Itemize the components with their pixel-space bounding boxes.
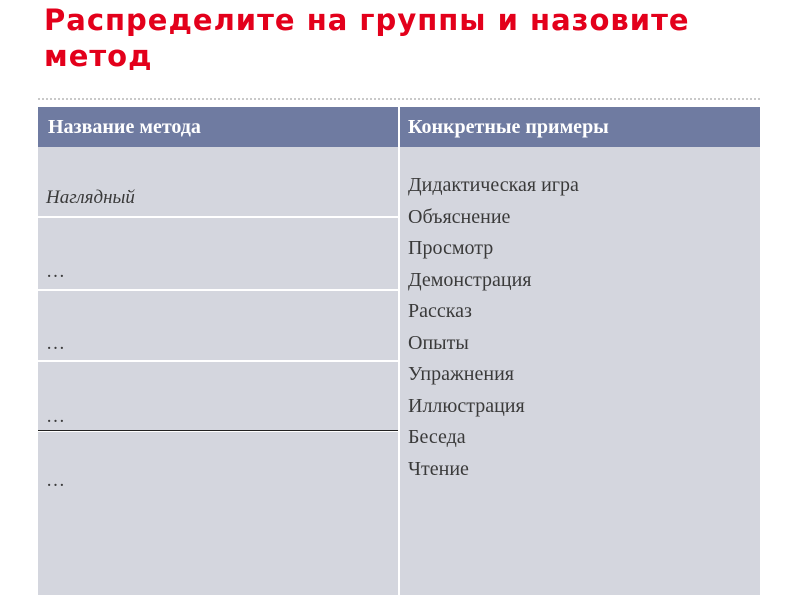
- example-item: Объяснение: [408, 205, 511, 228]
- slide-title: Распределите на группы и назовите метод: [44, 3, 690, 73]
- example-item: Упражнения: [408, 363, 514, 385]
- method-name: Наглядный: [46, 187, 135, 208]
- method-cell: [38, 432, 398, 595]
- examples-list: [408, 170, 579, 485]
- title-divider: [38, 98, 760, 100]
- method-cell: [38, 291, 398, 360]
- example-item: Демонстрация: [408, 268, 532, 291]
- method-name: …: [46, 261, 65, 282]
- column-header-examples: Конкретные примеры: [400, 107, 760, 147]
- methods-table: [38, 107, 760, 595]
- example-item: Просмотр: [408, 237, 494, 259]
- method-name: …: [46, 470, 65, 491]
- method-name: …: [46, 333, 65, 354]
- method-name: …: [46, 406, 65, 427]
- method-cell: [38, 218, 398, 289]
- example-item: Беседа: [408, 426, 466, 448]
- example-item: Чтение: [408, 457, 469, 480]
- example-item: Дидактическая игра: [408, 174, 579, 196]
- method-cell: [38, 362, 398, 431]
- method-column: [38, 147, 398, 595]
- example-item: Опыты: [408, 331, 469, 354]
- example-item: Рассказ: [408, 300, 472, 322]
- example-item: Иллюстрация: [408, 394, 525, 417]
- method-cell: [38, 147, 398, 216]
- examples-column: [400, 147, 760, 595]
- column-header-method: Название метода: [38, 107, 398, 147]
